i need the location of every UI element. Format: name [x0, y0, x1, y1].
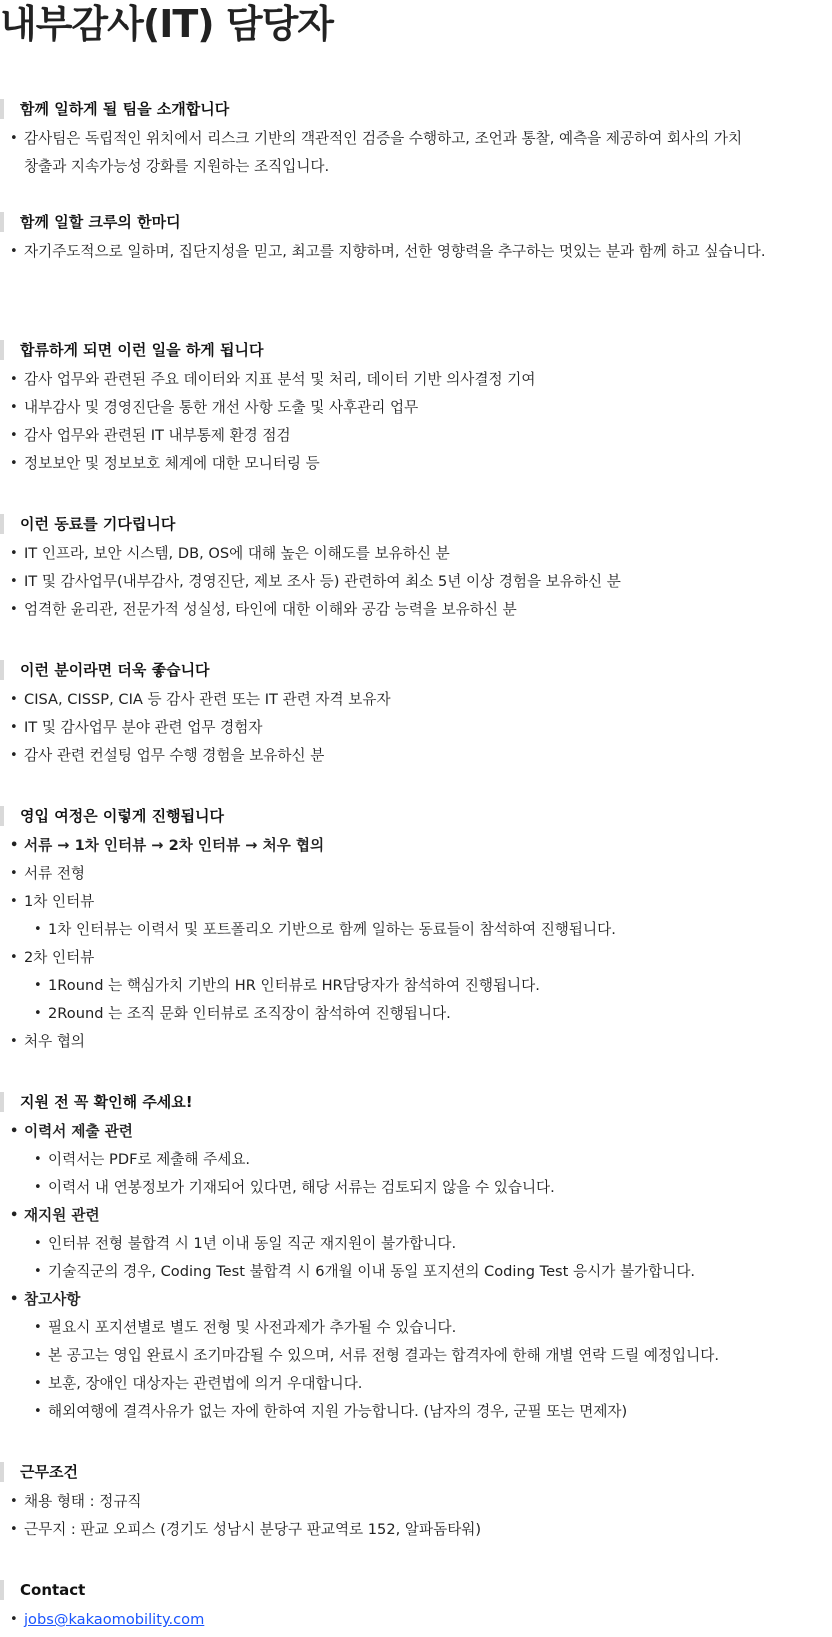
list-item [0, 568, 832, 596]
list-item-text: 근무지 : 판교 오피스 (경기도 성남시 분당구 판교역로 152, 알파돔타워) [24, 1521, 482, 1538]
section-requirements [0, 512, 832, 624]
list-item-text: 보훈, 장애인 대상자는 관련법에 의거 우대합니다. [48, 1375, 363, 1392]
bullet-icon: • [34, 1376, 42, 1391]
list-item-text: 서류 전형 [24, 865, 86, 882]
section-process [0, 804, 832, 1056]
list-item-text: 1Round 는 핵심가치 기반의 HR 인터뷰로 HR담당자가 참석하여 진행됩니다. [48, 977, 540, 994]
list-item-text: 2차 인터뷰 [24, 949, 95, 966]
list-item-text: 자기주도적으로 일하며, 집단지성을 믿고, 최고를 지향하며, 선한 영향력을 추구하는 멋있는 분과 함께 하고 싶습니다. [24, 243, 766, 260]
bullet-icon: • [10, 400, 18, 415]
list-item [0, 742, 832, 770]
bullet-icon: • [10, 428, 18, 443]
list-item [0, 596, 832, 624]
bullet-icon: • [10, 131, 18, 146]
bullet-icon: • [10, 894, 18, 909]
list-item-text: 내부감사 및 경영진단을 통한 개선 사항 도출 및 사후관리 업무 [24, 399, 419, 416]
list-item [0, 888, 832, 916]
sub-list-item [0, 1398, 832, 1426]
list-item [0, 686, 832, 714]
bullet-icon: • [10, 692, 18, 707]
bullet-icon: • [10, 1292, 19, 1307]
bullet-icon: • [10, 1494, 18, 1509]
list-item [0, 422, 832, 450]
list-item-text: 참고사항 [24, 1291, 81, 1308]
section-team [0, 97, 832, 181]
sub-list-item [0, 1342, 832, 1370]
bullet-icon: • [10, 1034, 18, 1049]
list-item-text: IT 및 감사업무 분야 관련 업무 경험자 [24, 719, 263, 736]
bullet-icon: • [10, 602, 18, 617]
section-conditions [0, 1460, 832, 1544]
list-item [0, 1028, 832, 1056]
sub-list-item [0, 1314, 832, 1342]
bullet-icon: • [10, 1124, 19, 1139]
sub-list-item [0, 1230, 832, 1258]
section-contact [0, 1578, 832, 1634]
contact-email-link[interactable]: jobs@kakaomobility.com [24, 1611, 205, 1628]
bullet-icon: • [34, 1320, 42, 1335]
sub-list-item [0, 972, 832, 1000]
list-item-text: 기술직군의 경우, Coding Test 불합격 시 6개월 이내 동일 포지션의 Coding Test 응시가 불가합니다. [48, 1263, 696, 1280]
list-item-text: 서류 → 1차 인터뷰 → 2차 인터뷰 → 처우 협의 [24, 837, 325, 854]
list-item-text: CISA, CISSP, CIA 등 감사 관련 또는 IT 관련 자격 보유자 [24, 691, 391, 708]
list-item-text: 감사팀은 독립적인 위치에서 리스크 기반의 객관적인 검증을 수행하고, 조언과 통찰, 예측을 제공하여 회사의 가치 창출과 지속가능성 강화를 지원하는 조직입니다. [24, 130, 743, 175]
section-heading: 이런 분이라면 더욱 좋습니다 [0, 658, 832, 682]
bullet-icon: • [10, 1522, 18, 1537]
list-item-text: 필요시 포지션별로 별도 전형 및 사전과제가 추가될 수 있습니다. [48, 1319, 457, 1336]
section-heading: Contact [0, 1578, 832, 1602]
list-item-text: 정보보안 및 정보보호 체계에 대한 모니터링 등 [24, 455, 320, 472]
bullet-icon: • [34, 1152, 42, 1167]
list-item-text: 재지원 관련 [24, 1207, 100, 1224]
section-crew [0, 210, 832, 266]
list-item [0, 1286, 832, 1314]
list-item [0, 540, 832, 568]
sub-list-item [0, 916, 832, 944]
section-duties [0, 338, 832, 478]
list-item [0, 714, 832, 742]
list-item [0, 394, 832, 422]
list-item-text: 엄격한 윤리관, 전문가적 성실성, 타인에 대한 이해와 공감 능력을 보유하신 분 [24, 601, 517, 618]
list-item-text: 이력서는 PDF로 제출해 주세요. [48, 1151, 251, 1168]
list-item-text: 해외여행에 결격사유가 없는 자에 한하여 지원 가능합니다. (남자의 경우, 군필 또는 면제자) [48, 1403, 628, 1420]
section-heading: 이런 동료를 기다립니다 [0, 512, 832, 536]
bullet-icon: • [10, 456, 18, 471]
list-item-text: IT 및 감사업무(내부감사, 경영진단, 제보 조사 등) 관련하여 최소 5년 이상 경험을 보유하신 분 [24, 573, 621, 590]
list-item-text: 2Round 는 조직 문화 인터뷰로 조직장이 참석하여 진행됩니다. [48, 1005, 451, 1022]
list-item-text: 1차 인터뷰는 이력서 및 포트폴리오 기반으로 함께 일하는 동료들이 참석하여 진행됩니다. [48, 921, 616, 938]
section-heading: 근무조건 [0, 1460, 832, 1484]
list-item [0, 944, 832, 972]
bullet-icon: • [10, 866, 18, 881]
bullet-icon: • [34, 1006, 42, 1021]
bullet-icon: • [34, 978, 42, 993]
list-item [0, 238, 832, 266]
list-item-text: 1차 인터뷰 [24, 893, 95, 910]
sub-list-item [0, 1174, 832, 1202]
section-heading: 지원 전 꼭 확인해 주세요! [0, 1090, 832, 1114]
sub-list-item [0, 1000, 832, 1028]
sub-list-item [0, 1146, 832, 1174]
section-notice [0, 1090, 832, 1426]
list-item-text: 인터뷰 전형 불합격 시 1년 이내 동일 직군 재지원이 불가합니다. [48, 1235, 457, 1252]
bullet-icon: • [10, 748, 18, 763]
bullet-icon: • [10, 372, 18, 387]
bullet-icon: • [10, 838, 19, 853]
bullet-icon: • [10, 1208, 19, 1223]
bullet-icon: • [34, 1404, 42, 1419]
list-item-text: 이력서 제출 관련 [24, 1123, 133, 1140]
sub-list-item [0, 1258, 832, 1286]
page-title: 내부감사(IT) 담당자 [0, 2, 333, 46]
section-heading: 합류하게 되면 이런 일을 하게 됩니다 [0, 338, 832, 362]
bullet-icon: • [10, 950, 18, 965]
bullet-icon: • [34, 1348, 42, 1363]
list-item [0, 1202, 832, 1230]
bullet-icon: • [10, 244, 18, 259]
list-item [0, 860, 832, 888]
list-item-text: 감사 업무와 관련된 주요 데이터와 지표 분석 및 처리, 데이터 기반 의사결정 기여 [24, 371, 536, 388]
bullet-icon: • [34, 1180, 42, 1195]
list-item-text: IT 인프라, 보안 시스템, DB, OS에 대해 높은 이해도를 보유하신 분 [24, 545, 450, 562]
list-item [0, 1118, 832, 1146]
bullet-icon: • [34, 1264, 42, 1279]
list-item [0, 366, 832, 394]
bullet-icon: • [10, 574, 18, 589]
bullet-icon: • [10, 720, 18, 735]
list-item [0, 450, 832, 478]
list-item-text: 감사 관련 컨설팅 업무 수행 경험을 보유하신 분 [24, 747, 325, 764]
bullet-icon: • [10, 1612, 18, 1627]
list-item [0, 1516, 832, 1544]
list-item [0, 1606, 832, 1634]
list-item [0, 125, 754, 181]
bullet-icon: • [34, 1236, 42, 1251]
section-preferred [0, 658, 832, 770]
bullet-icon: • [34, 922, 42, 937]
list-item-text: 이력서 내 연봉정보가 기재되어 있다면, 해당 서류는 검토되지 않을 수 있습니다. [48, 1179, 555, 1196]
section-heading: 영입 여정은 이렇게 진행됩니다 [0, 804, 832, 828]
process-summary [0, 832, 832, 860]
sub-list-item [0, 1370, 832, 1398]
list-item-text: 감사 업무와 관련된 IT 내부통제 환경 점검 [24, 427, 291, 444]
section-heading: 함께 일할 크루의 한마디 [0, 210, 832, 234]
list-item-text: 처우 협의 [24, 1033, 86, 1050]
list-item-text: 채용 형태 : 정규직 [24, 1493, 142, 1510]
bullet-icon: • [10, 546, 18, 561]
list-item [0, 1488, 832, 1516]
section-heading: 함께 일하게 될 팀을 소개합니다 [0, 97, 832, 121]
list-item-text: 본 공고는 영입 완료시 조기마감될 수 있으며, 서류 전형 결과는 합격자에 한해 개별 연락 드릴 예정입니다. [48, 1347, 719, 1364]
